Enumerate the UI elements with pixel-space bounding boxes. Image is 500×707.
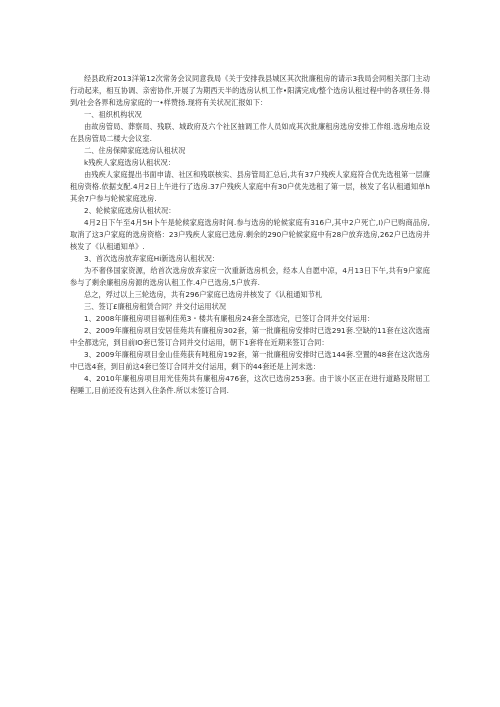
summary-paragraph: 总之，殍过以上三轮选房，共有296户家庭已选房并核发了《认租通知节札 [84,290,323,299]
contract-item-3: 3、2009年廉租房项目金山佳苑获有吨租房192套，第一批廉租房安排时已选144套.空置的48套在这次选房中已选4套，到目前这4套已签订合同并交付运用，剩下的44套还是上河未选： [70,350,430,371]
section-heading-organization: 一、祖织机构状况 [84,110,142,119]
intro-paragraph: 经县政府2013洋第12次常务会议同意我局《关于安排我县城区其次批廉租房的请示3我局会同相关部门主动行动起来，相互协调、亲密协作,开展了为期西天半的选房认机工作•阳满完成/整个选房认租过程中的各项任务.得到/社会各界和选房家庭的一•样赞扬.现将有关状况汇报如下： [70,74,430,107]
waiting-families-paragraph: 4月2日下午至4月5H卜午是轮候家庭选房时间.参与选房的轮候家庭有316户,其中2户死亡,I)户已购商品房,取消了这3户家庭的选房资格：23户残疾人家庭已选房.剩余的290户轮候家庭中有28户放弃选房,262户已选房并核发了《认租通知单》. [70,218,430,251]
section-heading-selection: 二、住房保障家庭选房认租状况 [84,146,186,155]
reselection-paragraph: 为不奢侈国家资源，给首次选房放弃家应一次重新选房机会，经本人自愿中凉，4月13日下午,共有9户家庭参与了剩余廉租房房源的选房认租工作.4户已选房,5户放弃. [70,266,430,287]
disabled-families-paragraph: 由残疾人家庭提出书面申请、社区和残联核实、县房管局汇总后,共有37户残疾人家庭符合优先选租第一层廉租房资格.依据支配.4月2日上午进行了选房.37户残疾人家庭中有30户优先选租了第一层，核发了名认租通知单h其余7户参与轮候家庭选房. [70,170,430,203]
subheading-disabled-families: k残疾人家庭选房认租状况： [84,158,176,167]
contract-item-1: 1、2008年廉租房项目福利佳苑3・楼共有廉租房24套全部选完，已签订合同并交付运用： [84,314,375,323]
section-heading-contracts: 三、签订£廉租房租赁合同？并交付运用状况 [84,302,227,311]
contract-item-4: 4、2010年廉租房项目用光佳苑共有廉租房476套，这次已选房253套。由于该小区正在进行道路及附屈工程睡工,目前还没有达到入住条件.所以未签订合同. [70,374,430,395]
subheading-reselection: 3、首次选房放弃家庭Hi新选房认租状况： [84,254,220,263]
contract-item-2: 2、2009年廉租房项目安居佳苑共有廉租房302套，第一批廉租房安排时已选291套.空缺的11套在这次选南中全都选完，到目前IO套已签订合同并交付运用，朝下1套将在近期来签订合同： [70,326,430,347]
subheading-waiting-families: 2、轮候家庭选房认租状况： [84,206,176,215]
organization-paragraph: 由故房管局、葬察局、残联、城政府及六个社区抽调工作人员如成其次批廉租房选房安排工作组.选房地点设在县房管局二楼大会议室. [70,122,430,143]
